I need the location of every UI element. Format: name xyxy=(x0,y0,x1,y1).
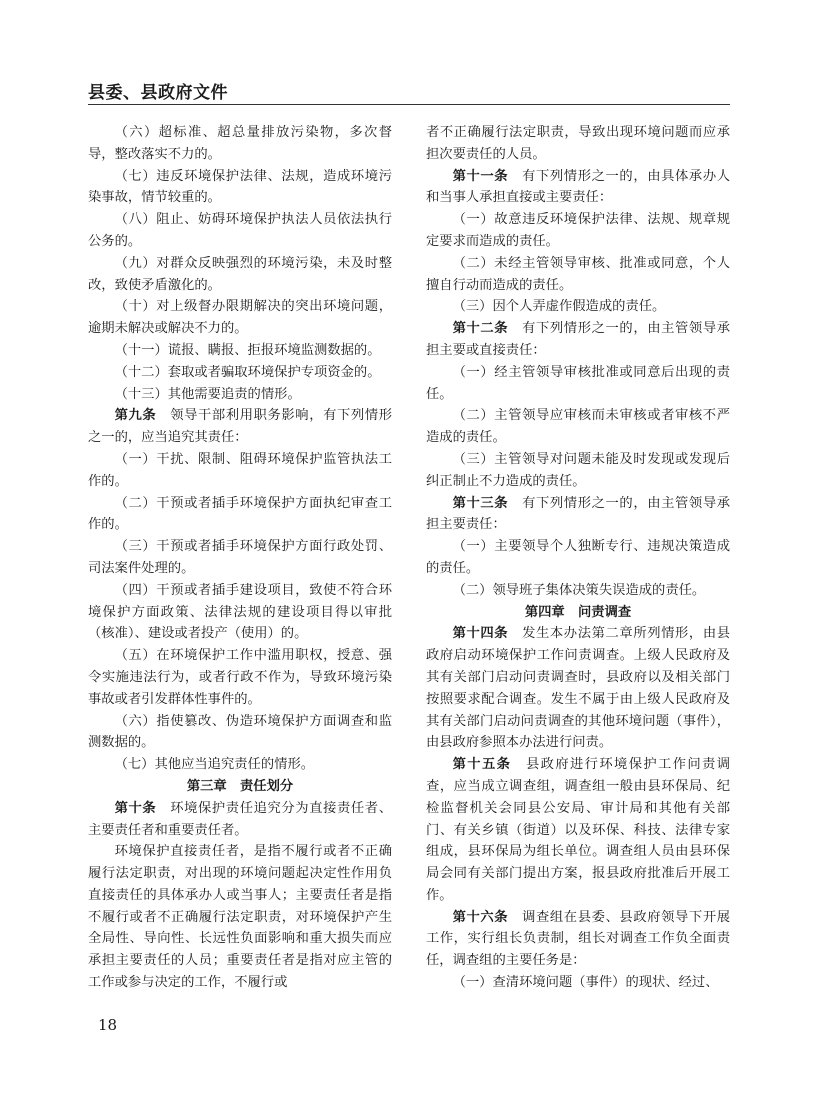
paragraph xyxy=(426,122,730,166)
paragraph-text: 领导干部利用职务影响，有下列情形之一的，应当追究其责任： xyxy=(88,408,393,446)
article-number: 第十三条 xyxy=(452,495,509,511)
paragraph xyxy=(88,493,392,537)
paragraph xyxy=(88,580,392,645)
paragraph-text: 县政府进行环境保护工作问责调查，应当成立调查组，调查组一般由县环保局、纪检监督机关会同县公安局、审计局和其他有关部门、有关乡镇（街道）以及环保、科技、法律专家组成，县环保局为组长单位。调查组人员由县环保局会同有关部门提出方案，报县政府批准后开展工作。 xyxy=(426,757,731,903)
paragraph-text: （一）干扰、限制、阻碍环境保护监管执法工作的。 xyxy=(88,451,392,489)
paragraph-text: 调查组在县委、县政府领导下开展工作，实行组长负责制，组长对调查工作负全面责任，调查组的主要任务是： xyxy=(426,909,731,969)
paragraph xyxy=(88,645,392,710)
paragraph-text: （七）其他应当追究责任的情形。 xyxy=(114,757,315,773)
paragraph-text: （一）经主管领导审核批准或同意后出现的责任。 xyxy=(426,364,730,402)
paragraph-text: 有下列情形之一的，由具体承办人和当事人承担直接或主要责任： xyxy=(426,168,731,206)
article-number: 第十六条 xyxy=(452,909,509,925)
article-paragraph xyxy=(426,166,730,210)
paragraph-text: （一）主要领导个人独断专行、违规决策造成的责任。 xyxy=(426,539,730,576)
paragraph xyxy=(88,841,392,994)
paragraph xyxy=(88,209,392,253)
article-paragraph xyxy=(426,907,730,972)
paragraph xyxy=(88,754,392,776)
paragraph xyxy=(88,449,392,493)
paragraph-text: 环境保护责任追究分为直接责任者、主要责任者和重要责任者。 xyxy=(88,800,393,838)
paragraph-text: （二）主管领导应审核而未审核或者审核不严造成的责任。 xyxy=(426,408,730,446)
paragraph-text: （八）阻止、妨碍环境保护执法人员依法执行公务的。 xyxy=(88,212,392,249)
paragraph xyxy=(426,209,730,253)
article-paragraph xyxy=(426,493,730,537)
article-paragraph xyxy=(88,798,392,842)
paragraph xyxy=(426,972,730,994)
header-rule xyxy=(88,104,730,105)
paragraph-text: （一）查清环境问题（事件）的现状、经过、 xyxy=(452,975,719,991)
paragraph xyxy=(88,253,392,297)
paragraph-text: （三）干预或者插手环境保护方面行政处罚、司法案件处理的。 xyxy=(88,539,392,576)
left-text-column xyxy=(88,122,392,994)
paragraph-text: （三）主管领导对问题未能及时发现或发现后纠正制止不力造成的责任。 xyxy=(426,451,730,489)
article-paragraph xyxy=(426,623,730,754)
chapter-heading: 第三章 责任划分 xyxy=(186,778,294,794)
paragraph xyxy=(426,536,730,580)
paragraph xyxy=(88,166,392,210)
paragraph-text: （六）超标准、超总量排放污染物，多次督导，整改落实不力的。 xyxy=(88,125,392,162)
paragraph xyxy=(88,362,392,384)
paragraph-text: （三）因个人弄虚作假造成的责任。 xyxy=(452,299,666,315)
paragraph xyxy=(88,296,392,340)
page-number: 18 xyxy=(98,1016,118,1034)
paragraph xyxy=(426,405,730,449)
chapter-heading: 第四章 问责调查 xyxy=(524,604,632,620)
paragraph-text: （十二）套取或者骗取环境保护专项资金的。 xyxy=(114,364,381,380)
paragraph xyxy=(426,362,730,406)
paragraph-text: （七）违反环境保护法律、法规，造成环境污染事故，情节较重的。 xyxy=(88,168,392,206)
paragraph-text: 发生本办法第二章所列情形，由县政府启动环境保护工作问责调查。上级人民政府及其有关部门启动问责调查时，县政府以及相关部门按照要求配合调查。发生不属于由上级人民政府及其有关部门启动问责调查的其他环境问题（事件），由县政府参照本办法进行问责。 xyxy=(426,626,731,751)
paragraph xyxy=(88,711,392,755)
paragraph-text: （一）故意违反环境保护法律、法规、规章规定要求而造成的责任。 xyxy=(426,212,730,249)
right-text-column xyxy=(426,122,730,994)
article-number: 第九条 xyxy=(114,408,157,424)
paragraph-text: （九）对群众反映强烈的环境污染，未及时整改，致使矛盾激化的。 xyxy=(88,255,392,293)
article-number: 第十四条 xyxy=(452,626,509,642)
paragraph xyxy=(88,340,392,362)
article-paragraph xyxy=(88,405,392,449)
paragraph-text: 有下列情形之一的，由主管领导承担主要责任： xyxy=(426,495,731,533)
paragraph-text: （十）对上级督办限期解决的突出环境问题，逾期未解决或解决不力的。 xyxy=(88,299,392,337)
paragraph-text: （二）干预或者插手环境保护方面执纪审查工作的。 xyxy=(88,495,392,533)
paragraph xyxy=(426,253,730,297)
article-paragraph xyxy=(426,318,730,362)
paragraph-text: （五）在环境保护工作中滥用职权，授意、强令实施违法行为，或者行政不作为，导致环境污染事故或者引发群体性事件的。 xyxy=(88,648,392,707)
paragraph xyxy=(426,449,730,493)
paragraph-text: （六）指使篡改、伪造环境保护方面调查和监测数据的。 xyxy=(88,713,392,751)
paragraph-text: 有下列情形之一的，由主管领导承担主要或直接责任： xyxy=(426,321,731,358)
paragraph-text: （四）干预或者插手建设项目，致使不符合环境保护方面政策、法律法规的建设项目得以审批（核准）、建设或者投产（使用）的。 xyxy=(88,582,392,642)
paragraph-text: （十三）其他需要追责的情形。 xyxy=(114,386,301,402)
article-number: 第十一条 xyxy=(452,168,509,184)
paragraph xyxy=(88,384,392,406)
paragraph-text: （二）未经主管领导审核、批准或同意，个人擅自行动而造成的责任。 xyxy=(426,255,730,293)
paragraph-text: 环境保护直接责任者，是指不履行或者不正确履行法定职责，对出现的环境问题起决定性作用负直接责任的具体承办人或当事人；主要责任者是指不履行或者不正确履行法定职责，对环境保护产生全局性、导向性、长远性负面影响和重大损失而应承担主要责任的人员；重要责任者是指对应主管的工作或参与决定的工作，不履行或 xyxy=(88,844,392,991)
paragraph-text: 者不正确履行法定职责，导致出现环境问题而应承担次要责任的人员。 xyxy=(426,125,730,162)
paragraph xyxy=(426,580,730,602)
document-header-title: 县委、县政府文件 xyxy=(88,83,228,103)
paragraph-text: （十一）谎报、瞒报、拒报环境监测数据的。 xyxy=(114,342,381,358)
article-number: 第十二条 xyxy=(452,321,509,337)
paragraph xyxy=(88,122,392,166)
article-paragraph xyxy=(426,754,730,907)
paragraph-text: （二）领导班子集体决策失误造成的责任。 xyxy=(452,582,706,598)
paragraph xyxy=(426,296,730,318)
article-number: 第十五条 xyxy=(452,757,512,773)
paragraph xyxy=(88,536,392,580)
article-number: 第十条 xyxy=(114,800,157,816)
